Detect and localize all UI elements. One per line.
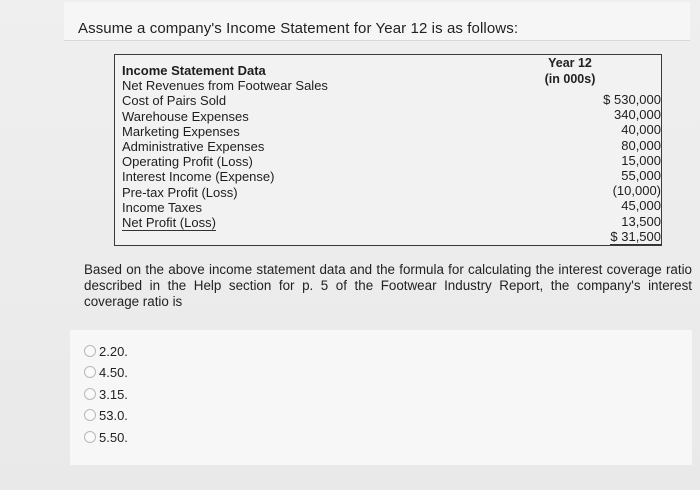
row-label: Administrative Expenses [122,139,265,155]
statement-values [560,92,661,245]
column-header-units: (in 000s) [544,72,596,86]
answer-option-4[interactable] [84,405,128,425]
answer-option-3[interactable] [84,384,128,404]
answer-option-label: 5.50. [99,429,128,445]
row-label: Operating Profit (Loss) [122,154,253,170]
row-value: 45,000 [621,198,661,214]
row-label: Pre-tax Profit (Loss) [122,184,238,200]
question-title: Assume a company's Income Statement for Year 12 is as follows: [78,20,519,37]
statement-labels [122,63,328,231]
row-label: Net Revenues from Footwear Sales [122,78,328,94]
statement-heading: Income Statement Data [122,63,266,78]
row-label: Income Taxes [122,199,202,215]
column-header [540,55,600,87]
answer-option-5[interactable] [84,427,128,447]
row-value: $ 530,000 [603,92,661,107]
answer-options [70,330,692,465]
answer-option-label: 3.15. [99,386,128,402]
row-value: 13,500 [621,213,661,229]
row-value: 15,000 [621,152,661,168]
answer-option-label: 4.50. [99,364,128,380]
row-label-net-profit: Net Profit (Loss) [122,215,216,231]
row-value: 340,000 [614,107,661,123]
row-value: 80,000 [621,137,661,153]
radio-button-icon[interactable] [84,409,96,421]
answer-option-label: 53.0. [99,407,128,423]
row-label: Marketing Expenses [122,123,240,139]
column-header-year: Year 12 [548,56,592,70]
row-value-net-profit: $ 31,500 [610,228,661,244]
row-value: 55,000 [621,168,661,184]
answer-option-2[interactable] [84,362,128,382]
row-label: Warehouse Expenses [122,108,249,124]
radio-button-icon[interactable] [84,366,96,378]
question-prompt: Based on the above income statement data and the formula for calculating the interest coverage ratio described in the Help section for p. 5 of the Footwear Industry Report, the company's interest coverage ratio is [84,262,692,309]
radio-button-icon[interactable] [84,345,96,357]
row-label: Cost of Pairs Sold [122,93,227,109]
answer-option-label: 2.20. [99,343,128,359]
row-label: Interest Income (Expense) [122,169,275,185]
row-value: (10,000) [612,183,661,199]
radio-button-icon[interactable] [84,431,96,443]
radio-button-icon[interactable] [84,388,96,400]
row-value: 40,000 [621,122,661,138]
answer-option-1[interactable] [84,341,128,361]
